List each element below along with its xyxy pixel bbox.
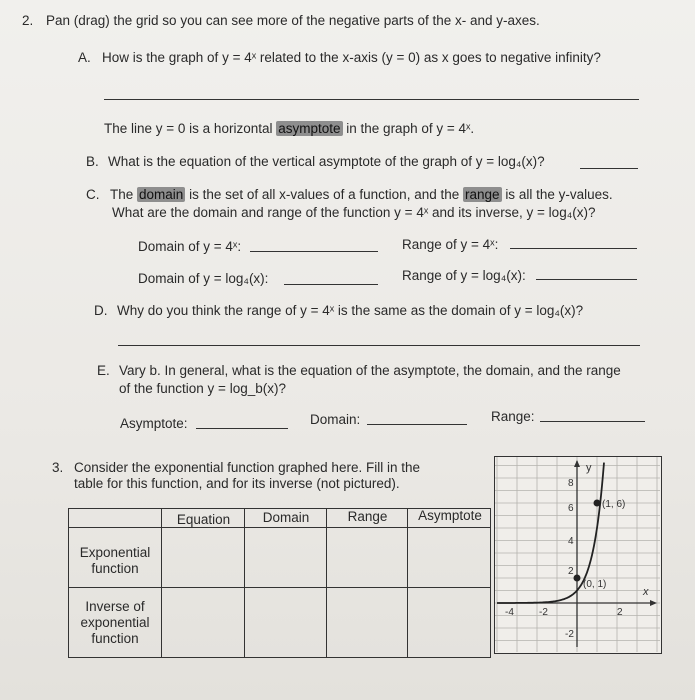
domain-exp-answer-line[interactable] — [250, 251, 378, 252]
exponential-graph[interactable] — [494, 456, 662, 654]
table-header-equation: Equation — [176, 512, 231, 527]
range-log-answer-line[interactable] — [536, 279, 637, 280]
x-tick-neg2: -2 — [539, 607, 548, 618]
part-b-answer-line[interactable] — [580, 168, 638, 169]
domain-log-answer-line[interactable] — [284, 284, 378, 285]
domain-log-label: Domain of y = log₄(x): — [138, 271, 269, 286]
part-a-answer-post: in the graph of y = 4ˣ. — [346, 121, 475, 136]
row2-label-line3: function — [91, 631, 139, 646]
part-c-line1-b: is the set of all x-values of a function, and the — [189, 187, 460, 202]
part-c-line1-c: is all the y-values. — [505, 187, 613, 202]
highlight-asymptote: asymptote — [278, 121, 341, 136]
row1-label-line2: function — [91, 561, 139, 576]
table-header-range: Range — [347, 509, 388, 524]
y-tick-8: 8 — [568, 478, 574, 489]
x-tick-2: 2 — [617, 607, 623, 618]
y-axis-arrow-icon — [574, 460, 580, 467]
question-3-line2: table for this function, and for its inverse (not pictured). — [74, 476, 400, 491]
domain-answer-line[interactable] — [367, 424, 467, 425]
domain-exp-label: Domain of y = 4ˣ: — [138, 239, 242, 254]
part-d-letter: D. — [94, 303, 108, 318]
part-c-letter: C. — [86, 187, 100, 202]
range-label: Range: — [491, 409, 535, 424]
table-divider — [407, 509, 408, 657]
part-a-answer-line[interactable] — [104, 99, 639, 100]
asymptote-label: Asymptote: — [120, 416, 188, 431]
question-2-prompt: Pan (drag) the grid so you can see more of the negative parts of the x- and y-axes. — [46, 13, 540, 28]
range-log-label: Range of y = log₄(x): — [402, 268, 526, 283]
question-3-line1: Consider the exponential function graphed here. Fill in the — [74, 460, 420, 475]
part-a-letter: A. — [78, 50, 91, 65]
point-0-1 — [574, 575, 581, 582]
function-table — [68, 508, 491, 658]
point-1-6-label: (1, 6) — [602, 499, 626, 510]
table-divider — [244, 509, 245, 657]
part-a-answer — [104, 121, 474, 136]
part-c-line2: What are the domain and range of the function y = 4ˣ and its inverse, y = log₄(x)? — [112, 205, 596, 220]
row2-label-line1: Inverse of — [85, 599, 145, 614]
point-0-1-label: (0, 1) — [583, 579, 607, 590]
table-header-domain: Domain — [262, 510, 310, 525]
highlight-range: range — [465, 187, 500, 202]
part-b-question: What is the equation of the vertical asymptote of the graph of y = log₄(x)? — [108, 154, 545, 169]
y-tick-2: 2 — [568, 566, 574, 577]
question-3-number: 3. — [52, 460, 64, 475]
y-axis-label: y — [586, 462, 592, 474]
part-b-letter: B. — [86, 154, 99, 169]
part-e-letter: E. — [97, 363, 110, 378]
point-1-6 — [594, 500, 601, 507]
x-axis-label: x — [643, 586, 649, 598]
x-tick-neg4: -4 — [505, 607, 514, 618]
range-exp-answer-line[interactable] — [510, 248, 637, 249]
asymptote-answer-line[interactable] — [196, 428, 288, 429]
row1-label-line1: Exponential — [79, 545, 151, 560]
part-c-line1 — [110, 187, 613, 202]
x-axis-arrow-icon — [650, 600, 657, 606]
table-header-asymptote: Asymptote — [418, 508, 482, 523]
part-d-answer-line[interactable] — [118, 345, 640, 346]
table-divider — [161, 509, 162, 657]
table-divider — [69, 527, 490, 528]
y-tick-neg2: -2 — [565, 629, 574, 640]
graph-canvas — [495, 457, 660, 652]
part-a-question: How is the graph of y = 4ˣ related to the x-axis (y = 0) as x goes to negative infinity? — [102, 50, 601, 65]
highlight-domain: domain — [139, 187, 184, 202]
part-e-line2: of the function y = log_b(x)? — [119, 381, 286, 396]
row2-label-line2: exponential — [80, 615, 150, 630]
domain-label: Domain: — [310, 412, 361, 427]
range-exp-label: Range of y = 4ˣ: — [402, 237, 499, 252]
part-e-line1: Vary b. In general, what is the equation of the asymptote, the domain, and the range — [119, 363, 621, 378]
y-tick-4: 4 — [568, 536, 574, 547]
table-divider — [69, 587, 490, 588]
table-row-exponential — [69, 545, 161, 577]
part-c-line1-a: The — [110, 187, 134, 202]
part-d-question: Why do you think the range of y = 4ˣ is the same as the domain of y = log₄(x)? — [117, 303, 584, 318]
table-divider — [326, 509, 327, 657]
table-row-inverse — [69, 599, 161, 647]
question-2-number: 2. — [22, 13, 34, 28]
part-a-answer-pre: The line y = 0 is a horizontal — [104, 121, 273, 136]
range-answer-line[interactable] — [540, 421, 645, 422]
y-tick-6: 6 — [568, 503, 574, 514]
